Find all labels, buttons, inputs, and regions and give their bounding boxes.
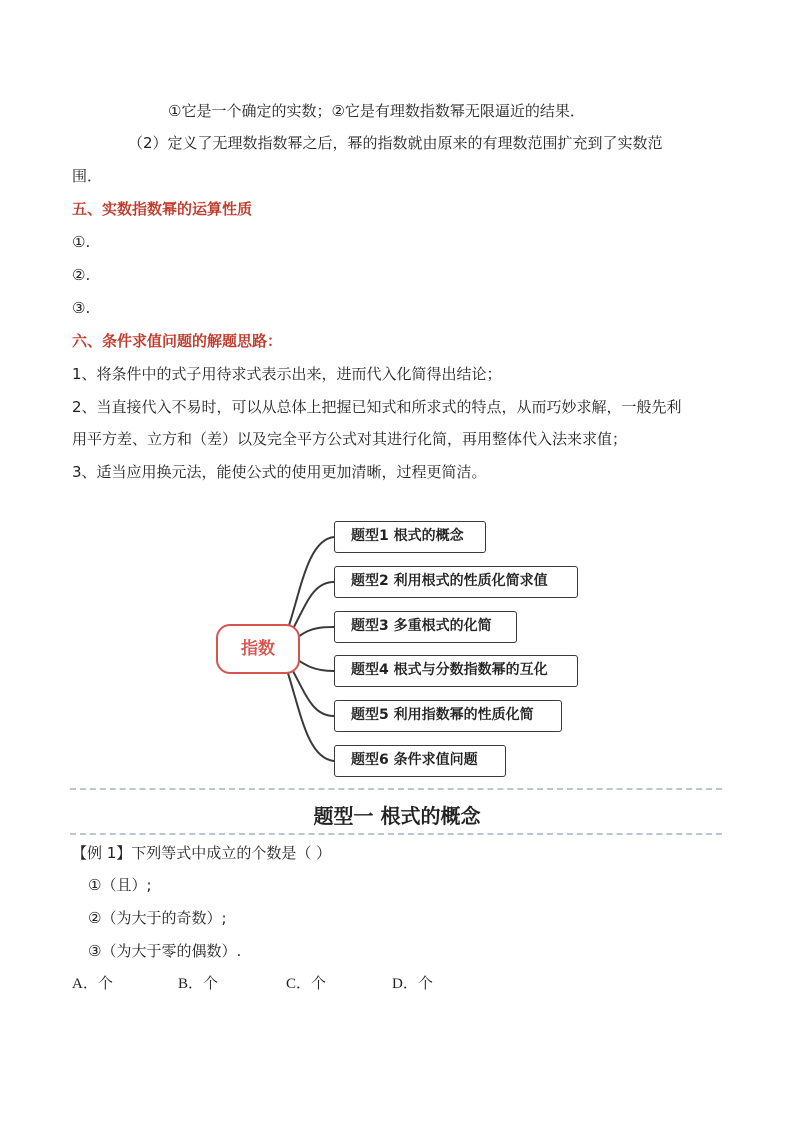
- section-5-heading: 五、实数指数幂的运算性质: [72, 200, 253, 218]
- mindmap-center-node: 指数: [216, 624, 300, 674]
- mindmap-branch-5: 题型5 利用指数幂的性质化简: [334, 700, 562, 732]
- mindmap-branch-4: 题型4 根式与分数指数幂的互化: [334, 655, 578, 687]
- intro-line-2: （2）定义了无理数指数幂之后，幂的指数就由原来的有理数范围扩充到了实数范: [128, 134, 663, 152]
- divider-bottom: [70, 833, 722, 835]
- property-item-1: ①.: [72, 233, 91, 251]
- example-item-3: ③（为大于零的偶数）.: [88, 942, 242, 960]
- divider-top: [70, 788, 722, 790]
- property-item-2: ②.: [72, 266, 91, 284]
- mindmap-branch-2: 题型2 利用根式的性质化简求值: [334, 566, 578, 598]
- option-b[interactable]: B．个: [178, 976, 219, 992]
- mindmap-branch-3: 题型3 多重根式的化简: [334, 611, 517, 643]
- method-paragraph-1: 1、将条件中的式子用待求式表示出来，进而代入化简得出结论；: [72, 365, 502, 383]
- option-d[interactable]: D．个: [392, 976, 433, 992]
- example-item-2: ②（为大于的奇数）;: [88, 909, 227, 927]
- intro-line-1: ①它是一个确定的实数；②它是有理数指数幂无限逼近的结果．: [168, 102, 585, 120]
- topic-title: 题型一 根式的概念: [313, 804, 481, 828]
- method-paragraph-3: 3、适当应用换元法，能使公式的使用更加清晰，过程更简洁。: [72, 463, 487, 481]
- method-paragraph-2b: 用平方差、立方和（差）以及完全平方公式对其进行化简，再用整体代入法来求值；: [72, 430, 628, 448]
- property-item-3: ③.: [72, 299, 91, 317]
- method-paragraph-2a: 2、当直接代入不易时，可以从总体上把握已知式和所求式的特点，从而巧妙求解，一般先利: [72, 398, 682, 416]
- option-c[interactable]: C．个: [286, 976, 327, 992]
- example-item-1: ①（且）;: [88, 876, 152, 894]
- section-6-heading: 六、条件求值问题的解题思路：: [72, 332, 283, 350]
- mindmap-branch-6: 题型6 条件求值问题: [334, 745, 506, 777]
- option-a[interactable]: A．个: [72, 976, 113, 992]
- intro-line-3: 围．: [72, 167, 103, 185]
- example-stem: 【例 1】下列等式中成立的个数是（ ）: [72, 844, 332, 862]
- mindmap-branch-1: 题型1 根式的概念: [334, 521, 486, 553]
